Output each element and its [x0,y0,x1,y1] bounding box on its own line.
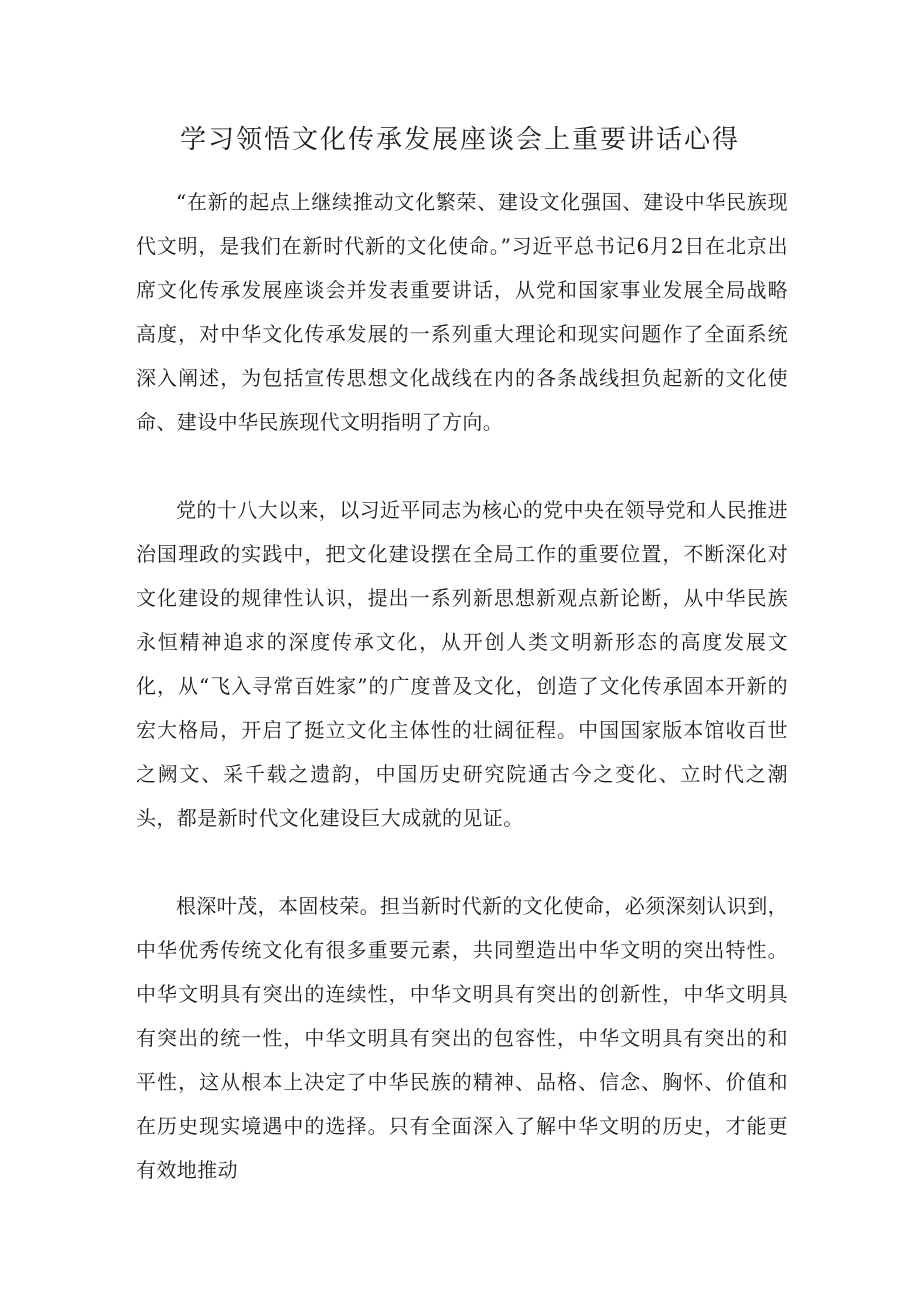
paragraph-1: “在新的起点上继续推动文化繁荣、建设文化强国、建设中华民族现代文明，是我们在新时代新的文化使命。”习近平总书记6月2日在北京出席文化传承发展座谈会并发表重要讲话，从党和国家事业发展全局战略高度，对中华文化传承发展的一系列重大理论和现实问题作了全面系统深入阐述，为包括宣传思想文化战线在内的各条战线担负起新的文化使命、建设中华民族现代文明指明了方向。 [136,190,788,434]
paragraph-2: 党的十八大以来，以习近平同志为核心的党中央在领导党和人民推进治国理政的实践中，把文化建设摆在全局工作的重要位置，不断深化对文化建设的规律性认识，提出一系列新思想新观点新论断，从中华民族永恒精神追求的深度传承文化，从开创人类文明新形态的高度发展文化，从“飞入寻常百姓家”的广度普及文化，创造了文化传承固本开新的宏大格局，开启了挺立文化主体性的壮阔征程。中国国家版本馆收百世之阙文、采千载之遗韵，中国历史研究院通古今之变化、立时代之潮头，都是新时代文化建设巨大成就的见证。 [136,498,788,830]
paragraph-3: 根深叶茂，本固枝荣。担当新时代新的文化使命，必须深刻认识到，中华优秀传统文化有很多重要元素，共同塑造出中华文明的突出特性。中华文明具有突出的连续性，中华文明具有突出的创新性，中华文明具有突出的统一性，中华文明具有突出的包容性，中华文明具有突出的和平性，这从根本上决定了中华民族的精神、品格、信念、胸怀、价值和在历史现实境遇中的选择。只有全面深入了解中华文明的历史，才能更有效地推动 [136,894,788,1182]
document-title: 学习领悟文化传承发展座谈会上重要讲话心得 [179,125,740,155]
